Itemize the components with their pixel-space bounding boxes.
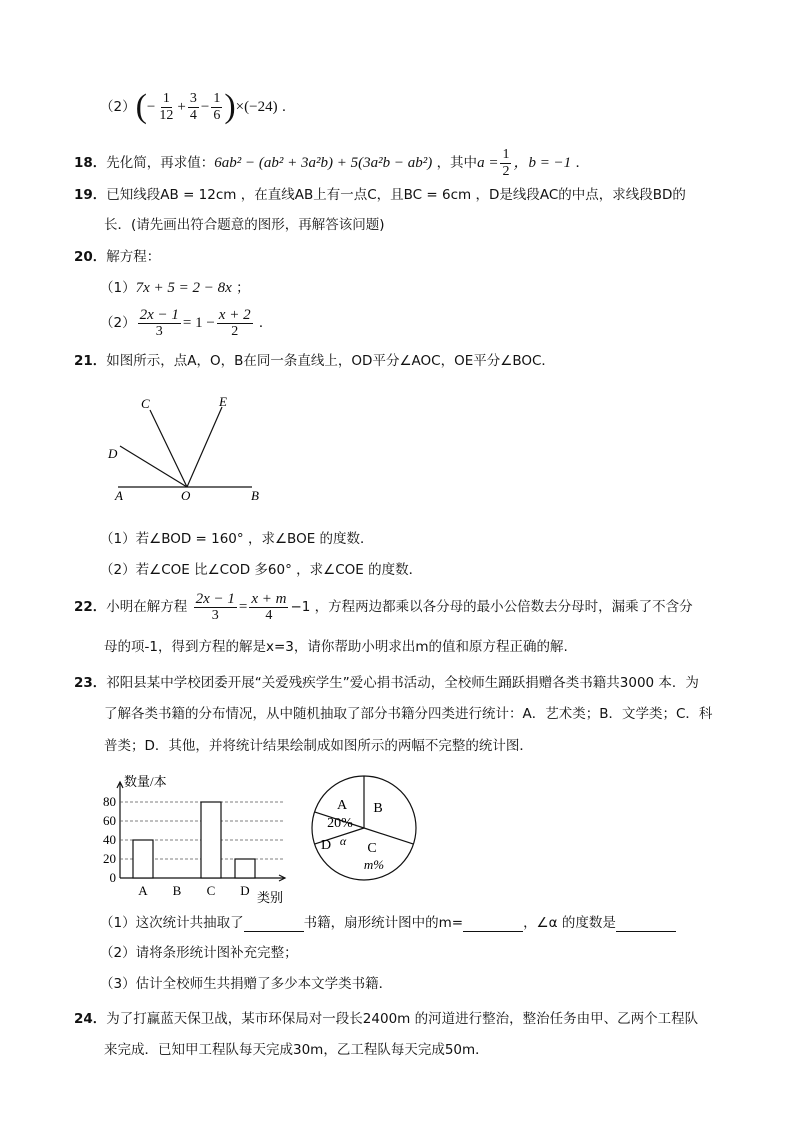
q24-line2: 来完成．已知甲工程队每天完成30m，乙工程队每天完成50m．	[104, 1042, 489, 1058]
label-d: D	[108, 446, 118, 461]
q21-figure	[100, 390, 280, 505]
q17-part2-label: （2）	[100, 99, 136, 115]
q22-rest: −1 ，方程两边都乘以各分母的最小公倍数去分母时，漏乘了不含分	[290, 599, 693, 615]
q20-p2-label: （2）	[100, 315, 136, 331]
q21-text: 如图所示，点A，O，B在同一条直线上，OD平分∠AOC，OE平分∠BOC．	[106, 353, 555, 369]
q20-p1-expr: 7x + 5 = 2 − 8x	[135, 280, 232, 296]
x-axis-label: 类别	[257, 890, 284, 905]
q23-text1: 祁阳县某中学校团委开展“关爱残疾学生”爱心捐书活动，全校师生踊跃捐赠各类书籍共3000 本．为	[106, 675, 699, 691]
x-tick-label: D	[240, 883, 250, 898]
y-tick-label: 40	[103, 832, 116, 847]
y-tick-label: 0	[109, 870, 116, 885]
label-e: E	[219, 394, 227, 409]
pie-label-c: C	[367, 841, 377, 856]
left-paren: (	[135, 88, 147, 125]
y-axis-label: 数量/本	[124, 774, 167, 789]
q21-number: 21．	[74, 353, 107, 369]
ray-oe	[187, 407, 222, 487]
q23-p1-a: （1）这次统计共抽取了	[100, 915, 244, 931]
x-tick-label: B	[172, 883, 182, 898]
pie-label-b: B	[373, 801, 383, 816]
q20-title	[74, 248, 160, 266]
answer-blank[interactable]	[244, 917, 304, 932]
bar-chart	[90, 770, 315, 905]
q17-times: ×(−24)	[235, 99, 278, 115]
bar-d	[235, 859, 255, 878]
q22-number: 22．	[74, 599, 107, 615]
q23-part3: （3）估计全校师生共捐赠了多少本文学类书籍．	[100, 976, 393, 992]
q23-line2: 了解各类书籍的分布情况，从中随机抽取了部分书籍分四类进行统计：A．艺术类；B．文学类；C．科	[104, 706, 713, 722]
fraction: $\frac{x + 2}{2}$	[218, 306, 251, 339]
answer-blank[interactable]	[463, 917, 523, 932]
q22-line2: 母的项-1，得到方程的解是x=3，请你帮助小明求出m的值和原方程正确的解.	[104, 639, 568, 655]
q24-text1: 为了打赢蓝天保卫战，某市环保局对一段长2400m 的河道进行整治，整治任务由甲、乙两个工程队	[106, 1011, 699, 1027]
q20-p1-label: （1）	[100, 280, 136, 296]
q23-part1	[100, 914, 676, 932]
right-paren: )	[224, 88, 236, 125]
q18-number: 18．	[74, 155, 107, 171]
q21-line	[74, 352, 555, 370]
q22-eq: =	[238, 599, 248, 615]
q20-part2	[100, 305, 272, 341]
q20-p2-mid: = 1 −	[182, 315, 215, 331]
bar-c	[201, 802, 221, 878]
label-b: B	[251, 488, 259, 503]
q20-number: 20．	[74, 249, 107, 265]
bar-a	[133, 840, 153, 878]
pie-label-d: D	[320, 838, 332, 853]
q21-part2: （2）若∠COE 比∠COD 多60° ，求∠COE 的度数．	[100, 562, 423, 578]
q18-a-eq: a =	[477, 155, 499, 171]
fraction: $\frac{2x - 1}{3}$	[139, 306, 179, 339]
q23-p1-b: 书籍，扇形统计图中的m=	[303, 915, 464, 931]
q18-end: ．	[575, 155, 589, 171]
fraction: $\frac{1}{12}$	[159, 90, 174, 123]
q17-end: ．	[281, 99, 296, 115]
q24-number: 24．	[74, 1011, 107, 1027]
fraction: $\frac{x + m}{4}$	[251, 590, 287, 623]
fraction: $\frac{1}{6}$	[213, 90, 221, 123]
q23-p1-c: ，∠α 的度数是	[523, 915, 616, 931]
q20-title-text: 解方程：	[106, 249, 161, 265]
x-tick-label: C	[206, 883, 216, 898]
q18-expr: 6ab² − (ab² + 3a²b) + 5(3a²b − ab²)	[214, 155, 433, 171]
y-tick-label: 80	[103, 794, 116, 809]
fraction: $\frac{2x - 1}{3}$	[195, 590, 235, 623]
x-tick-label: A	[138, 883, 148, 898]
pie-value-a: 20%	[327, 816, 353, 831]
pie-label-a: A	[336, 798, 348, 813]
q22-line1	[74, 588, 693, 626]
label-c: C	[141, 396, 150, 411]
label-a: A	[115, 488, 123, 503]
pie-angle-alpha: α	[339, 834, 347, 848]
q19-line2: 长．(请先画出符合题意的图形，再解答该问题)	[104, 217, 385, 233]
fraction: $\frac{3}{4}$	[189, 90, 197, 123]
q23-line1	[74, 674, 699, 692]
q19-number: 19．	[74, 187, 107, 203]
q18	[74, 145, 589, 181]
q23-part2: （2）请将条形统计图补充完整；	[100, 945, 298, 961]
q17-part2: （2）(− $\frac{1}{12}$ + $\frac{3}{4}$ − $\frac{1}{6}$ )×(−24) ．	[100, 88, 296, 125]
y-tick-label: 20	[103, 851, 116, 866]
q18-text2: ，其中	[436, 155, 478, 171]
pie-chart	[308, 772, 420, 884]
label-o: O	[181, 488, 191, 503]
q20-p1-end: ；	[236, 280, 250, 296]
pie-value-c: m%	[363, 857, 385, 872]
q24-line1	[74, 1010, 698, 1028]
y-tick-label: 60	[103, 813, 116, 828]
answer-blank[interactable]	[616, 917, 676, 932]
q20-p2-end: ．	[258, 315, 273, 331]
q19-text: 已知线段AB = 12cm ，在直线AB上有一点C，且BC = 6cm ，D是线段AC的中点，求线段BD的	[106, 187, 686, 203]
q18-b-eq: ，b = −1	[513, 155, 572, 171]
fraction: $\frac{1}{2}$	[502, 146, 510, 179]
q21-part1: （1）若∠BOD = 160° ，求∠BOE 的度数．	[100, 531, 374, 547]
q19-line1	[74, 186, 686, 204]
q18-text1: 先化简，再求值：	[106, 155, 215, 171]
q23-line3: 普类；D．其他，并将统计结果绘制成如图所示的两幅不完整的统计图．	[104, 738, 533, 754]
q20-part1	[100, 279, 250, 297]
q22-text1: 小明在解方程	[106, 599, 188, 615]
q23-number: 23．	[74, 675, 107, 691]
